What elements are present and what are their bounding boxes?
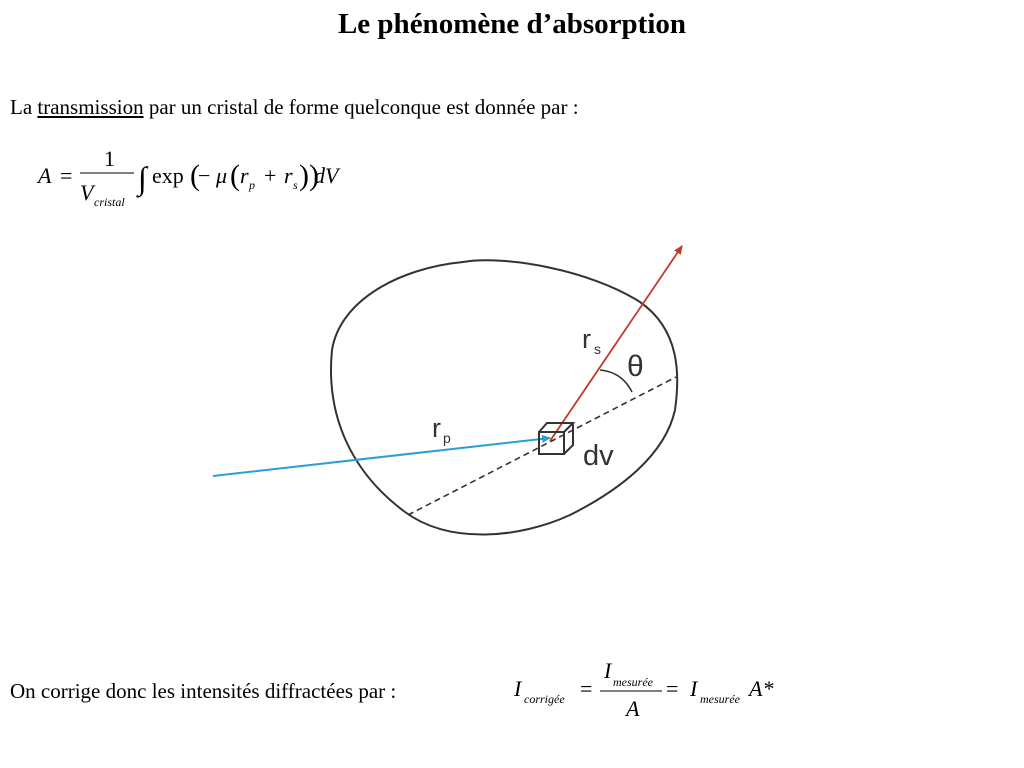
- formula-a-equals: =: [60, 163, 73, 188]
- formula-a-minus: −: [198, 163, 211, 188]
- formula-a-rs: r: [284, 163, 293, 188]
- formula-b-equals-2: =: [666, 676, 679, 701]
- label-rp: r: [432, 413, 441, 443]
- formula-b-i-corr: I: [514, 676, 522, 701]
- formula-a-inner-open: (: [230, 159, 240, 192]
- formula-b-frac-den: A: [626, 696, 640, 721]
- intro-suffix: par un cristal de forme quelconque est donnée par :: [143, 95, 579, 119]
- formula-a-rp-sub: p: [249, 178, 255, 192]
- integral-sign: ∫: [138, 160, 147, 196]
- label-rp-sub: p: [443, 430, 451, 446]
- formula-a-denominator: V: [80, 180, 94, 205]
- formula-a-lhs: A: [38, 163, 52, 188]
- formula-b-a-star: A*: [749, 676, 774, 701]
- formula-a-numerator: 1: [104, 146, 115, 171]
- formula-a-denominator-sub: cristal: [94, 195, 125, 209]
- formula-b-i-corr-sub: corrigée: [524, 692, 565, 706]
- exp-function: exp: [152, 163, 184, 188]
- formula-a-dv: dV: [314, 163, 339, 188]
- label-rs-sub: s: [594, 341, 601, 357]
- formula-b-equals-1: =: [580, 676, 593, 701]
- label-dv: dv: [583, 440, 614, 472]
- formula-b-frac-num: I: [604, 658, 612, 683]
- correction-text: On corrige donc les intensités diffractées par :: [10, 679, 397, 703]
- formula-a-rs-sub: s: [293, 178, 298, 192]
- formula-a-plus: +: [264, 163, 277, 188]
- formula-a-open-paren: (: [190, 159, 200, 192]
- formula-a-rp: r: [240, 163, 249, 188]
- formula-b-i-mes: I: [690, 676, 698, 701]
- page-title: Le phénomène d’absorption: [337, 8, 687, 40]
- formula-b-i-mes-sub: mesurée: [700, 692, 740, 706]
- formula-b-frac-num-sub: mesurée: [613, 675, 653, 689]
- transmission-term: transmission: [37, 95, 144, 119]
- label-theta: θ: [627, 350, 644, 383]
- formula-a-close-parens: )): [299, 159, 319, 192]
- intro-prefix: La: [10, 95, 38, 119]
- formula-a-mu: μ: [216, 163, 228, 188]
- label-rs: r: [582, 324, 591, 354]
